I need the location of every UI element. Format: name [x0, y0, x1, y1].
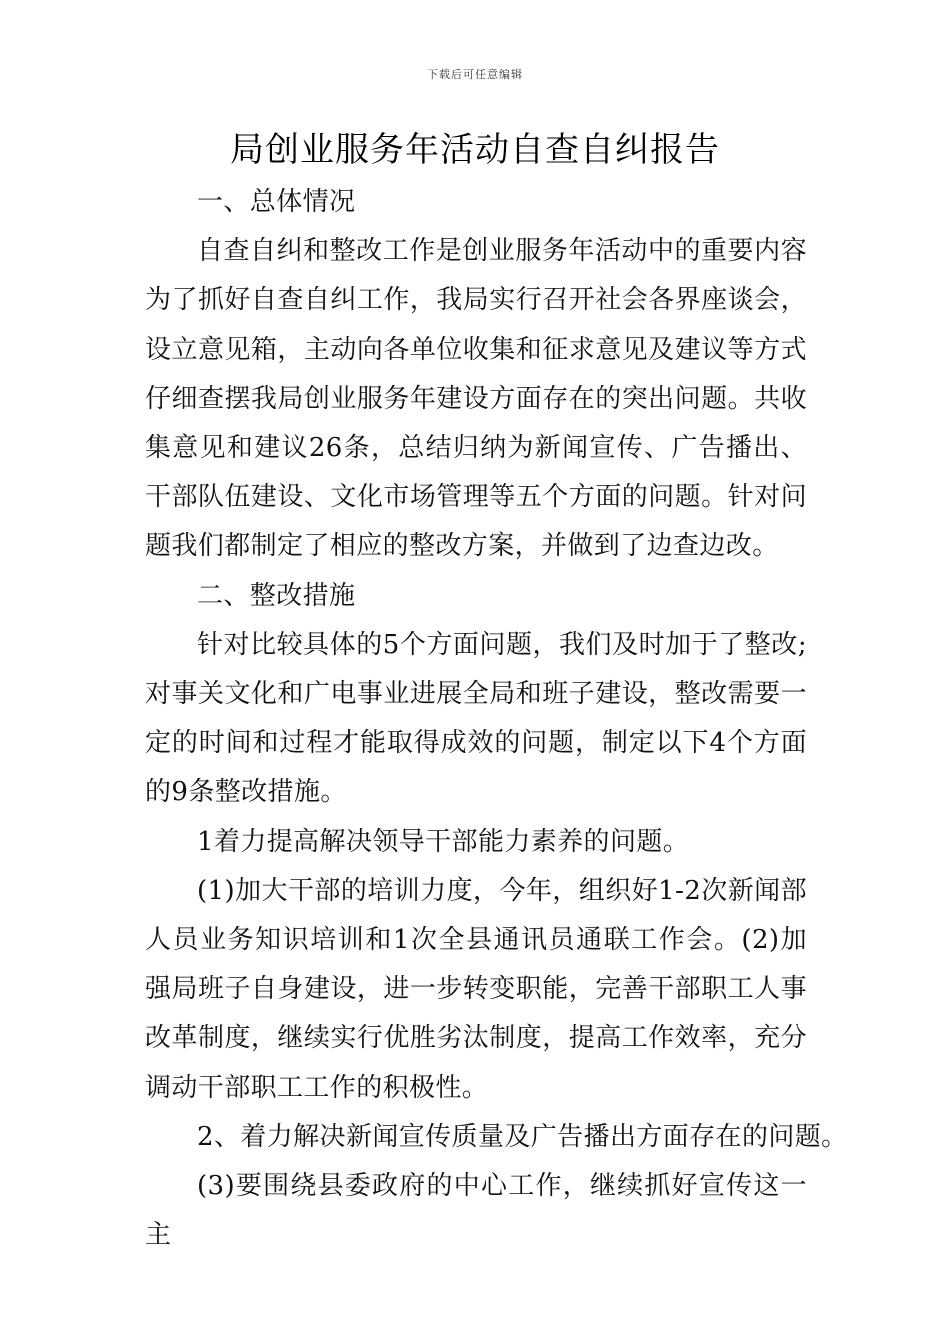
paragraph-measures: 针对比较具体的5个方面问题，我们及时加于了整改;对事关文化和广电事业进展全局和班子建设，整改需要一定的时间和过程才能取得成效的问题，制定以下4个方面的9条整改措施。	[145, 629, 807, 808]
paragraph-overview: 自查自纠和整改工作是创业服务年活动中的重要内容为了抓好自查自纠工作，我局实行召开社会各界座谈会，设立意见箱，主动向各单位收集和征求意见及建议等方式仔细查摆我局创业服务年建设方面存在的突出问题。共收集意见和建议26条，总结归纳为新闻宣传、广告播出、干部队伍建设、文化市场管理等五个方面的问题。针对问题我们都制定了相应的整改方案，并做到了边查边改。	[145, 236, 807, 562]
section-heading-overview: 一、总体情况	[197, 187, 356, 217]
item-2-heading: 2、着力解决新闻宣传质量及广告播出方面存在的问题。	[197, 1121, 848, 1152]
paragraph-item-2: (3)要围绕县委政府的中心工作，继续抓好宣传这一主	[145, 1171, 807, 1251]
document-title: 局创业服务年活动自查自纠报告	[230, 130, 720, 170]
item-1-heading: 1着力提高解决领导干部能力素养的问题。	[197, 826, 690, 857]
header-note: 下载后可任意编辑	[427, 68, 523, 81]
paragraph-item-1: (1)加大干部的培训力度，今年，组织好1-2次新闻部人员业务知识培训和1次全县通讯员通联工作会。(2)加强局班子自身建设，进一步转变职能，完善干部职工人事改革制度，继续实行优胜劣汰制度，提高工作效率，充分调动干部职工工作的积极性。	[145, 875, 807, 1103]
section-heading-measures: 二、整改措施	[197, 580, 356, 611]
document-body	[145, 178, 848, 1260]
